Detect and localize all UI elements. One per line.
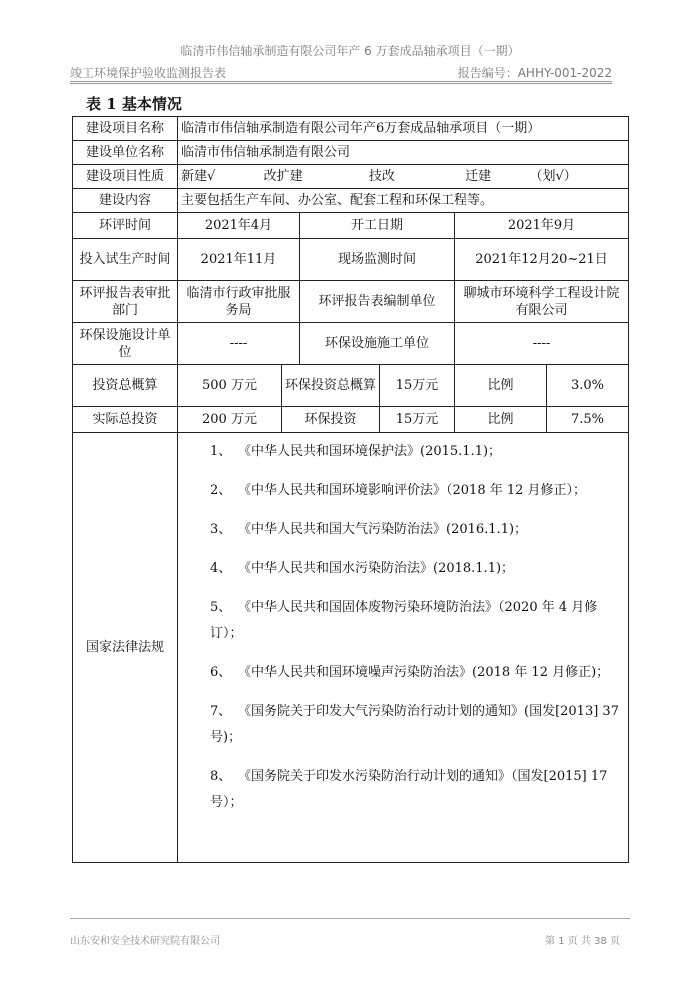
law-text: 《中华人民共和国环境噪声污染防治法》(2018 年 12 月修正)； — [238, 665, 610, 680]
law-item — [182, 439, 624, 465]
law-item — [182, 556, 624, 582]
cell-label: 环保投资 — [282, 407, 380, 433]
cell-label: 环保投资总概算 — [282, 365, 380, 407]
cell-label: 环保设施设计单位 — [73, 323, 178, 365]
cell-value-nature — [178, 165, 629, 189]
report-number: 报告编号：AHHY-001-2022 — [457, 66, 612, 80]
cell-value: 临清市行政审批服务局 — [178, 281, 300, 323]
cell-label: 比例 — [455, 365, 547, 407]
table-row — [73, 141, 629, 165]
law-number: 3、 — [210, 522, 232, 537]
table-row — [73, 281, 629, 323]
law-item — [182, 517, 624, 543]
table-row — [73, 189, 629, 213]
law-text: 《国务院关于印发水污染防治行动计划的通知》（国发[2015] 17 号）； — [210, 769, 608, 810]
cell-label: 投入试生产时间 — [73, 239, 178, 281]
cell-value: ---- — [455, 323, 629, 365]
nature-new: 新建√ — [181, 169, 216, 184]
cell-value: 2021年4月 — [178, 213, 300, 239]
cell-value: 2021年9月 — [455, 213, 629, 239]
header-title-line1: 临清市伟信轴承制造有限公司年产 6 万套成品轴承项目（一期） — [180, 44, 520, 58]
cell-value: 7.5% — [547, 407, 629, 433]
cell-value: 200 万元 — [178, 407, 282, 433]
cell-value: 15万元 — [380, 407, 455, 433]
cell-label: 建设单位名称 — [73, 141, 178, 165]
table-row — [73, 433, 629, 863]
law-item — [182, 478, 624, 504]
law-number: 1、 — [210, 444, 232, 459]
nature-expand: 改扩建 — [263, 169, 303, 184]
cell-value: 3.0% — [547, 365, 629, 407]
cell-label: 环保设施施工单位 — [300, 323, 455, 365]
cell-label: 环评时间 — [73, 213, 178, 239]
law-item — [182, 660, 624, 686]
footer-page: 第 1 页 共 38 页 — [545, 936, 620, 947]
law-number: 4、 — [210, 561, 232, 576]
cell-label: 建设项目名称 — [73, 117, 178, 141]
footer-org: 山东安和安全技术研究院有限公司 — [70, 936, 220, 947]
basic-info-table — [72, 116, 629, 863]
table-row — [73, 165, 629, 189]
table-row — [73, 239, 629, 281]
table-row — [73, 117, 629, 141]
footer-divider — [70, 918, 630, 919]
table-caption: 表 1 基本情况 — [86, 95, 182, 113]
law-text: 《国务院关于印发大气污染防治行动计划的通知》(国发[2013] 37 号)； — [210, 704, 619, 745]
cell-value: 2021年12月20~21日 — [455, 239, 629, 281]
nature-relocate: 迁建 — [465, 169, 492, 184]
cell-label: 建设内容 — [73, 189, 178, 213]
law-text: 《中华人民共和国环境保护法》(2015.1.1)； — [238, 444, 502, 459]
cell-value: 临清市伟信轴承制造有限公司年产6万套成品轴承项目（一期） — [178, 117, 629, 141]
nature-tech: 技改 — [368, 169, 395, 184]
table-row — [73, 365, 629, 407]
cell-value: 2021年11月 — [178, 239, 300, 281]
cell-value: 主要包括生产车间、办公室、配套工程和环保工程等。 — [178, 189, 629, 213]
law-number: 6、 — [210, 665, 232, 680]
law-item — [182, 595, 624, 647]
table-row — [73, 213, 629, 239]
law-text: 《中华人民共和国固体废物污染环境防治法》（2020 年 4 月修订）； — [210, 600, 598, 641]
law-item — [182, 764, 624, 816]
cell-label: 开工日期 — [300, 213, 455, 239]
law-text: 《中华人民共和国大气污染防治法》(2016.1.1)； — [238, 522, 528, 537]
cell-label: 环评报告表审批部门 — [73, 281, 178, 323]
header-divider-2 — [70, 83, 612, 84]
cell-value: 15万元 — [380, 365, 455, 407]
law-text: 《中华人民共和国环境影响评价法》（2018 年 12 月修正）； — [238, 483, 587, 498]
law-text: 《中华人民共和国水污染防治法》(2018.1.1)； — [238, 561, 515, 576]
law-item — [182, 699, 624, 751]
table-row — [73, 407, 629, 433]
cell-label: 建设项目性质 — [73, 165, 178, 189]
cell-label: 环评报告表编制单位 — [300, 281, 455, 323]
header-title-line2: 竣工环境保护验收监测报告表 — [70, 66, 227, 80]
cell-value: 临清市伟信轴承制造有限公司 — [178, 141, 629, 165]
table-row — [73, 323, 629, 365]
cell-label: 国家法律法规 — [73, 433, 178, 863]
cell-value: ---- — [178, 323, 300, 365]
law-number: 8、 — [210, 769, 232, 784]
cell-value: 500 万元 — [178, 365, 282, 407]
header-divider — [70, 81, 612, 82]
cell-label: 现场监测时间 — [300, 239, 455, 281]
nature-plan: （划√） — [529, 169, 577, 184]
law-number: 5、 — [210, 600, 232, 615]
cell-value: 聊城市环境科学工程设计院有限公司 — [455, 281, 629, 323]
cell-label: 比例 — [455, 407, 547, 433]
law-number: 7、 — [210, 704, 232, 719]
cell-label: 投资总概算 — [73, 365, 178, 407]
law-number: 2、 — [210, 483, 232, 498]
cell-label: 实际总投资 — [73, 407, 178, 433]
laws-cell — [178, 433, 629, 863]
